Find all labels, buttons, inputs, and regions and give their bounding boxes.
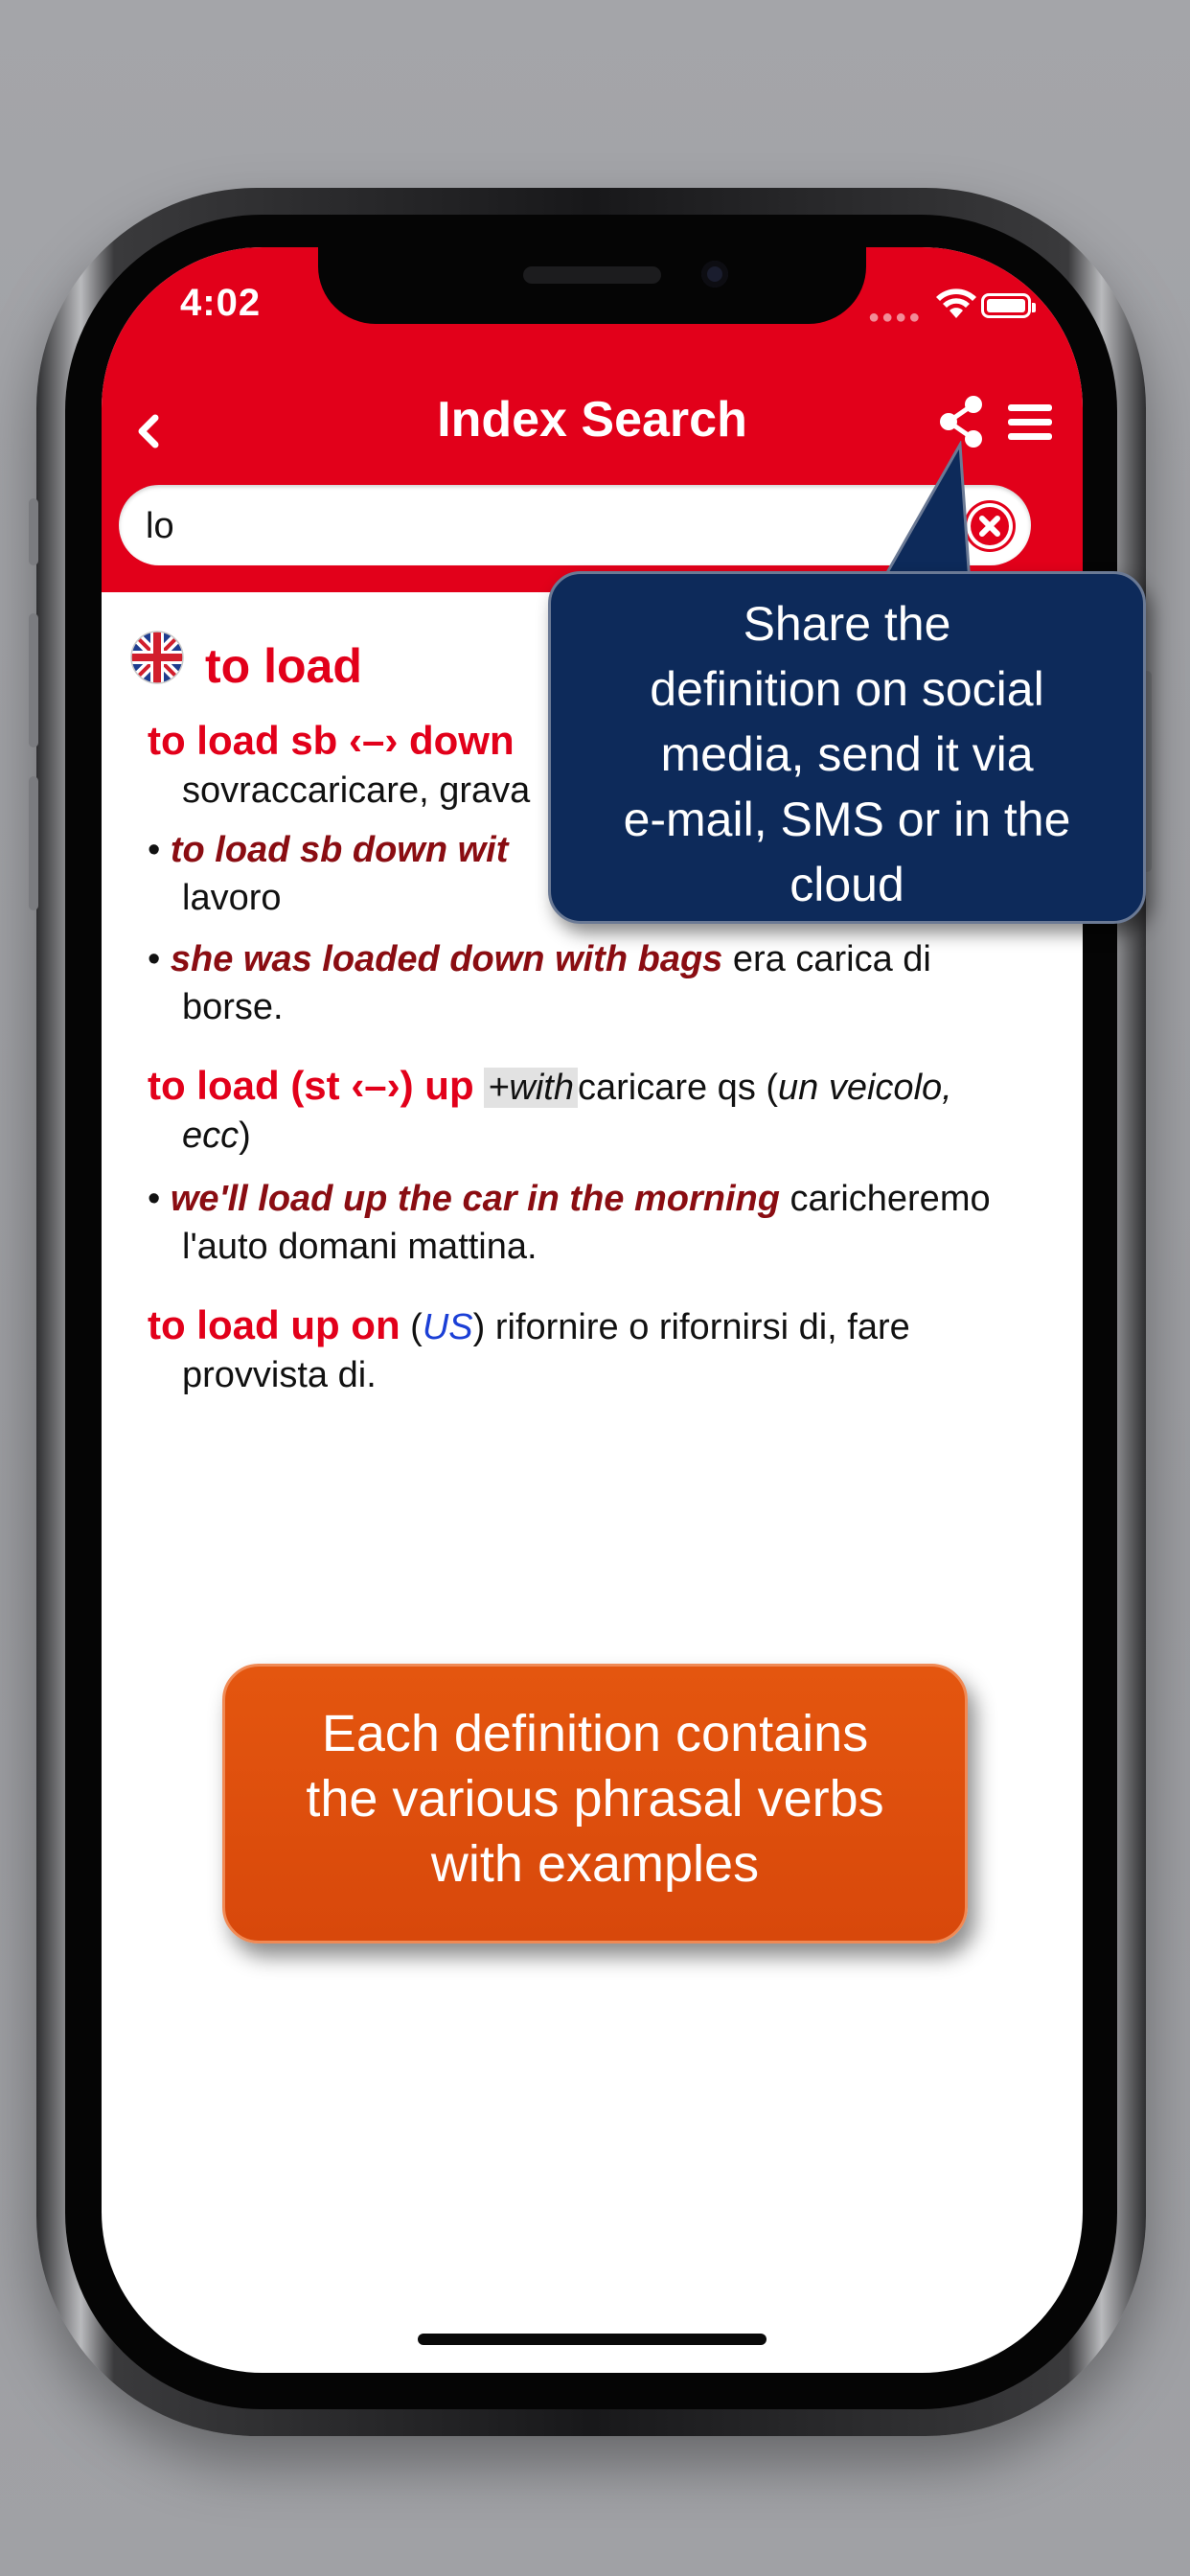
phrasal-entry-load-up-on: to load up on (US) rifornire o rifornirsi di, fare provvista di. bbox=[148, 1301, 1067, 1399]
speaker-grille bbox=[523, 266, 661, 284]
wifi-icon bbox=[935, 288, 977, 320]
volume-down-button-2 bbox=[29, 776, 38, 910]
home-indicator[interactable] bbox=[418, 2334, 767, 2345]
battery-icon bbox=[981, 293, 1031, 318]
volume-down-button bbox=[29, 613, 38, 748]
example-phrase: we'll load up the car in the morning bbox=[170, 1179, 780, 1219]
volume-up-button bbox=[29, 498, 38, 565]
phrasal-verb[interactable]: to load sb ‹–› down bbox=[148, 718, 515, 763]
usage-note: un veicolo, bbox=[778, 1068, 952, 1108]
translation-cont: borse. bbox=[182, 987, 284, 1027]
page-title: Index Search bbox=[437, 392, 747, 448]
uk-flag-icon bbox=[130, 631, 184, 684]
translation: lavoro bbox=[182, 878, 282, 918]
phrasal-verb[interactable]: to load (st ‹–›) up bbox=[148, 1063, 474, 1108]
usage-note-cont: ecc) bbox=[182, 1116, 251, 1156]
phrasal-verbs-callout: Each definition contains the various phrasal verbs with examples bbox=[222, 1664, 968, 1944]
example-phrase: to load sb down wit bbox=[170, 830, 509, 870]
example-phrase: she was loaded down with bags bbox=[170, 939, 723, 979]
example-row: • we'll load up the car in the morning caricheremo l'auto domani mattina. bbox=[148, 1175, 1077, 1271]
search-input[interactable] bbox=[144, 485, 933, 567]
status-icons bbox=[868, 286, 1060, 328]
notch bbox=[318, 247, 866, 324]
example-row: • to load sb down wit lavoro bbox=[148, 826, 1077, 922]
example-row: • she was loaded down with bags era carica di borse. bbox=[148, 935, 1077, 1031]
translation-cont: l'auto domani mattina. bbox=[182, 1227, 538, 1267]
phrasal-verb[interactable]: to load up on bbox=[148, 1302, 400, 1347]
signal-icon: ●●●● bbox=[868, 307, 923, 328]
region-label: US bbox=[422, 1307, 473, 1347]
hamburger-menu-icon[interactable] bbox=[1002, 397, 1060, 448]
callout-pointer bbox=[862, 441, 977, 585]
grammar-tag: +with bbox=[484, 1068, 578, 1108]
headword: to load bbox=[205, 639, 362, 693]
translation: rifornire o rifornirsi di, fare bbox=[494, 1307, 910, 1347]
translation: sovraccaricare, grava bbox=[182, 770, 531, 811]
translation: era carica di bbox=[732, 939, 931, 979]
translation-cont: provvista di. bbox=[182, 1355, 377, 1395]
share-callout: Share the definition on social media, send it via e-mail, SMS or in the cloud bbox=[548, 571, 1146, 924]
translation: caricheremo bbox=[790, 1179, 991, 1219]
status-time: 4:02 bbox=[180, 282, 262, 324]
front-camera bbox=[701, 261, 728, 288]
chevron-left-icon[interactable] bbox=[121, 397, 178, 466]
translation: caricare qs ( bbox=[577, 1068, 779, 1108]
phrasal-entry-load-up bbox=[148, 1062, 1067, 1160]
